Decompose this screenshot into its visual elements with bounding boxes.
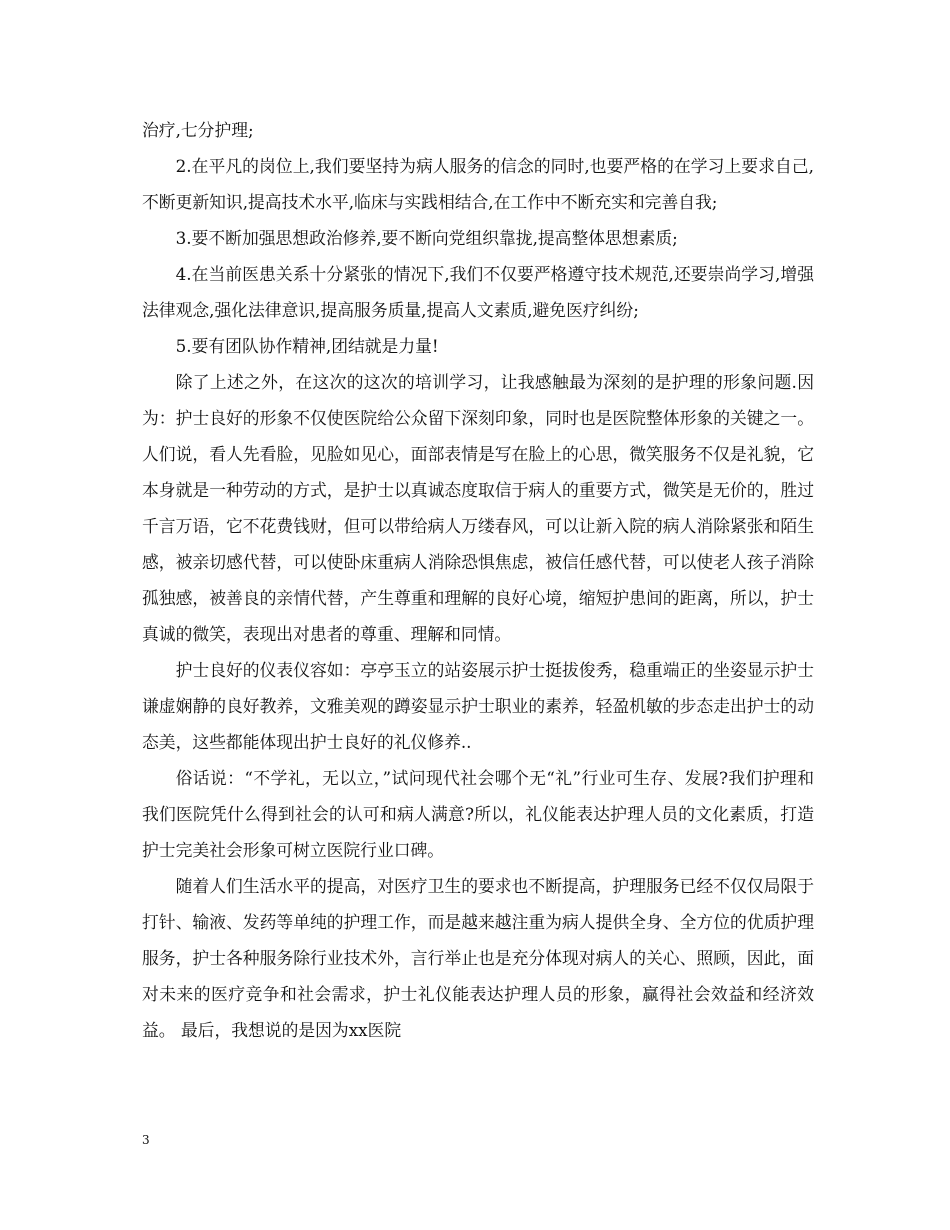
paragraph-1: 治疗,七分护理;	[142, 120, 254, 140]
document-body	[142, 112, 814, 1048]
paragraph-6: 除了上述之外，在这次的这次的培训学习，让我感触最为深刻的是护理的形象问题.因为：护士良好的形象不仅使医院给公众留下深刻印象，同时也是医院整体形象的关键之一。人们说，看人先看脸，见脸如见心，面部表情是写在脸上的心思，微笑服务不仅是礼貌，它本身就是一种劳动的方式，是护士以真诚态度取信于病人的重要方式，微笑是无价的，胜过千言万语，它不花费钱财，但可以带给病人万缕春风，可以让新入院的病人消除紧张和陌生感，被亲切感代替，可以使卧床重病人消除恐惧焦虑，被信任感代替，可以使老人孩子消除孤独感，被善良的亲情代替，产生尊重和理解的良好心境，缩短护患间的距离，所以，护士真诚的微笑，表现出对患者的尊重、理解和同情。	[142, 372, 814, 644]
paragraph-3: 3.要不断加强思想政治修养,要不断向党组织靠拢,提高整体思想素质;	[175, 228, 678, 248]
paragraph-9: 随着人们生活水平的提高，对医疗卫生的要求也不断提高，护理服务已经不仅仅局限于打针、输液、发药等单纯的护理工作，而是越来越注重为病人提供全身、全方位的优质护理服务，护士各种服务除行业技术外，言行举止也是充分体现对病人的关心、照顾，因此，面对未来的医疗竞争和社会需求，护士礼仪能表达护理人员的形象，赢得社会效益和经济效益。 最后，我想说的是因为xx医院	[142, 876, 814, 1040]
paragraph-4: 4.在当前医患关系十分紧张的情况下,我们不仅要严格遵守技术规范,还要崇尚学习,增强法律观念,强化法律意识,提高服务质量,提高人文素质,避免医疗纠纷;	[142, 264, 814, 320]
paragraph-5: 5.要有团队协作精神,团结就是力量!	[175, 336, 439, 356]
paragraph-8: 俗话说：“不学礼，无以立，”试问现代社会哪个无“礼”行业可生存、发展?我们护理和我们医院凭什么得到社会的认可和病人满意?所以，礼仪能表达护理人员的文化素质，打造护士完美社会形象可树立医院行业口碑。	[142, 768, 814, 860]
page-number: 3	[142, 1133, 150, 1147]
paragraph-2: 2.在平凡的岗位上,我们要坚持为病人服务的信念的同时,也要严格的在学习上要求自己,不断更新知识,提高技术水平,临床与实践相结合,在工作中不断充实和完善自我;	[142, 156, 814, 212]
paragraph-7: 护士良好的仪表仪容如：亭亭玉立的站姿展示护士挺拔俊秀，稳重端正的坐姿显示护士谦虚娴静的良好教养，文雅美观的蹲姿显示护士职业的素养，轻盈机敏的步态走出护士的动态美，这些都能体现出护士良好的礼仪修养..	[142, 660, 814, 752]
